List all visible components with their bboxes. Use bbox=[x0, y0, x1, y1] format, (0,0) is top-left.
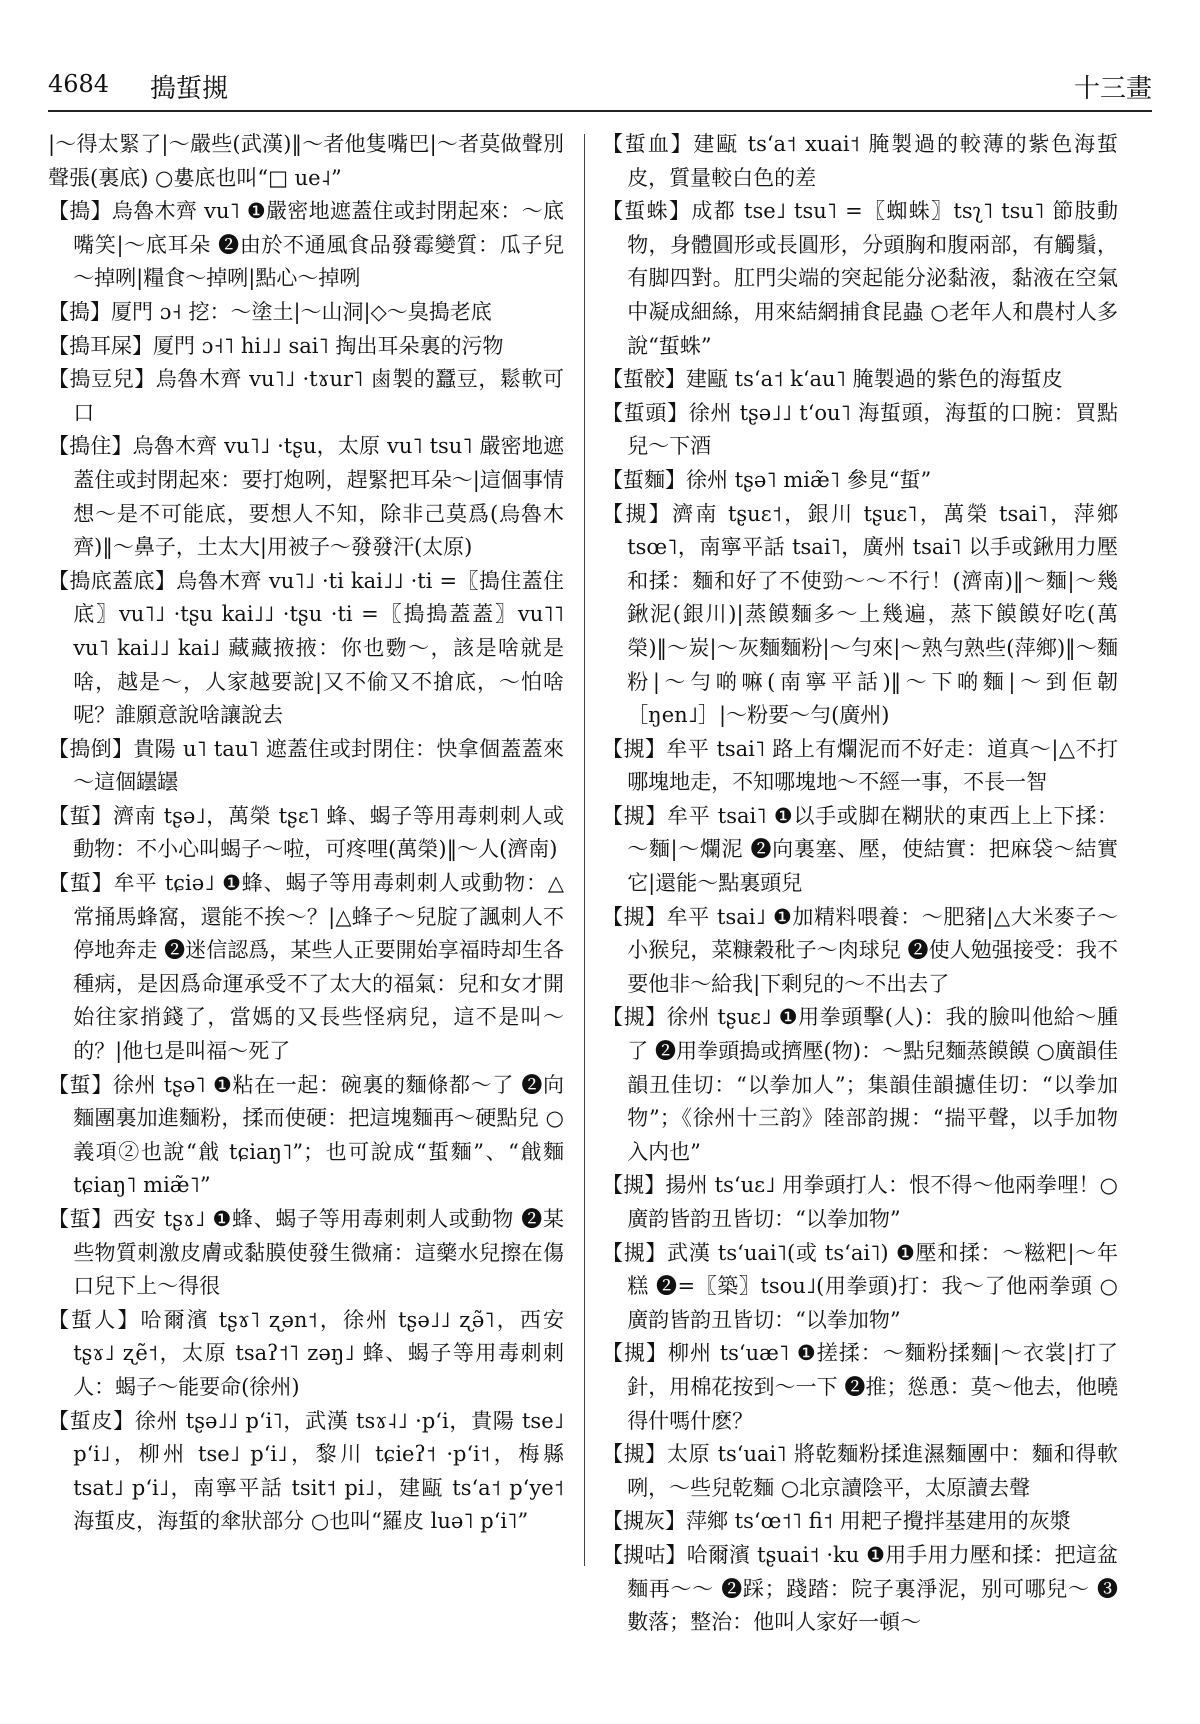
running-title: 搗蜇摫 bbox=[150, 74, 229, 104]
dictionary-entry: 【蜇】牟平 tɕiə˩ ❶蜂、蝎子等用毒刺刺人或動物：△常捅馬蜂窩，還能不挨～？|△蜂子～兒腚了諷刺人不停地奔走 ❷迷信認爲，某些人正要開始享福時却生各種病，是因爲命運承受不了太大的福氣：兒和女才開始往家捎錢了，當媽的又長些怪病兒，這不是叫～的？|他乜是叫福～死了 bbox=[48, 871, 564, 1064]
dictionary-entry: 【蜇頭】徐州 tʂə˩˩ tʻou˥ 海蜇頭，海蜇的口腕：買點兒～下酒 bbox=[602, 400, 1118, 459]
dictionary-entry: 【摫灰】萍鄉 tsʻœ˦˥ fi˦ 用耙子攪拌基建用的灰漿 bbox=[602, 1509, 1071, 1534]
dictionary-entry: 【搗豆兒】烏魯木齊 vu˥˩ ·tɤur˥ 鹵製的蠶豆，鬆軟可口 bbox=[48, 367, 564, 425]
dictionary-entry: 【摫】徐州 tʂuɛ˩ ❶用拳頭擊(人)：我的臉叫他給～腫了 ❷用拳頭搗或擠壓(物)：～點兒麵蒸饃饃 ○廣韻佳韻丑佳切：“以拳加人”；集韻佳韻攄佳切：“以拳加物”；《徐州十三韵》陸部韵摫：“揣平聲，以手加物入内也” bbox=[602, 1005, 1118, 1164]
dictionary-entry: 【蜇】西安 tʂɤ˩ ❶蜂、蝎子等用毒刺刺人或動物 ❷某些物質刺激皮膚或黏膜使發生微痛：這藥水兒擦在傷口兒下上～得很 bbox=[48, 1207, 564, 1299]
dictionary-entry: 【搗】厦門 ɔ˧ 挖：～塗土|～山洞|◇～臭搗老底 bbox=[48, 299, 492, 324]
dictionary-entry: 【蜇】濟南 tʂə˩，萬榮 tʂɛ˥ 蜂、蝎子等用毒刺刺人或動物：不小心叫蝎子～啦，可疼哩(萬榮)‖～人(濟南) bbox=[48, 803, 564, 862]
dictionary-entry: 【蜇皮】徐州 tʂə˩˩ pʻi˥，武漢 tsɤ˨˩ ·pʻi，貴陽 tse˩ pʻi˩，柳州 tse˩ pʻi˩，黎川 tɕieʔ˦ ·pʻi˦，梅縣 tsat˩ pʻi˩，南寧平話 tsit˦ pi˩，建甌 tsʻa˦ pʻye˦ 海蜇皮，海蜇的傘狀部分 ○也叫“羅皮 luə˥ pʻi˥” bbox=[48, 1408, 564, 1534]
dictionary-entry: 【摫】太原 tsʻuai˥ 將乾麵粉揉進濕麵團中：麵和得軟咧，～些兒乾麵 ○北京讀陰平，太原讀去聲 bbox=[602, 1442, 1118, 1500]
dictionary-entry: 【摫】濟南 tʂuɛ˦，銀川 tʂuɛ˥，萬榮 tsai˥，萍鄉 tsœ˥，南寧平話 tsai˥，廣州 tsai˥ 以手或鍬用力壓和揉：麵和好了不使勁～～不行！(濟南)‖～麵|～幾鍬泥(銀川)|蒸饃麵多～上幾遍，蒸下饃饃好吃(萬榮)‖～炭|～灰麵麵粉|～勻來|～熟勻熟些(萍鄉)‖～麵粉|～勻啲嘛(南寧平話)‖～下啲麵|～到佢韌［ŋen˩］|～粉要～勻(廣州) bbox=[602, 501, 1118, 728]
dictionary-entry: 【摫】揚州 tsʻuɛ˩ 用拳頭打人：恨不得～他兩拳哩！○廣韵皆韵丑皆切：“以拳加物” bbox=[602, 1173, 1118, 1231]
dictionary-entry: 【摫咕】哈爾濱 tʂuai˦ ·ku ❶用手用力壓和揉：把這盆麵再～～ ❷踩；踐踏：院子裏淨泥，别可哪兒～ ❸數落；整治：他叫人家好一頓～ bbox=[602, 1542, 1118, 1635]
dictionary-entry: 【蜇】徐州 tʂə˥ ❶粘在一起：碗裏的麵條都～了 ❷向麵團裏加進麵粉，揉而使硬：把這塊麵再～硬點兒 ○義項②也說“戧 tɕiaŋ˥”；也可說成“蜇麵”、“戧麵 tɕiaŋ˥ miæ̃˥” bbox=[48, 1072, 564, 1198]
dictionary-entry: 【蜇麵】徐州 tʂə˥ miæ̃˥ 參見“蜇” bbox=[602, 467, 932, 492]
dictionary-entry: 【搗耳屎】厦門 ɔ˧˥ hi˩˩ sai˥ 掏出耳朵裏的污物 bbox=[48, 333, 504, 358]
dictionary-entry: 【蜇骹】建甌 tsʻa˦ kʻau˥ 腌製過的紫色的海蜇皮 bbox=[602, 367, 1063, 392]
entry-continuation: |～得太緊了|～嚴些(武漢)‖～者他隻嘴巴|～者莫做聲別聲張(裏底) ○婁底也叫“□ ue˨” bbox=[48, 132, 564, 190]
dictionary-entry: 【蜇蛛】成都 tse˩ tsu˥ =〖蜘蛛〗tsʅ˥ tsu˥ 節肢動物，身體圓形或長圓形，分頭胸和腹兩部，有觸鬚，有脚四對。肛門尖端的突起能分泌黏液，黏液在空氣中凝成細絲，用來結網捕食昆蟲 ○老年人和農村人多說“蜇蛛” bbox=[602, 199, 1118, 358]
left-column bbox=[48, 128, 564, 1539]
dictionary-entry: 【蜇人】哈爾濱 tʂɤ˥ ʐən˦，徐州 tʂə˩˩ ʐə̃˥，西安 tʂɤ˩ ʐẽ˦，太原 tsaʔ˦˥ zəŋ˩ 蜂、蝎子等用毒刺刺人：蝎子～能要命(徐州) bbox=[48, 1307, 564, 1399]
page-header bbox=[48, 64, 1152, 112]
dictionary-entry: 【摫】牟平 tsai˩ ❶加精料喂養：～肥豬|△大米麥子～小猴兒，菜糠穀秕子～肉球兒 ❷使人勉强接受：我不要他非～給我|下剩兒的～不出去了 bbox=[602, 904, 1118, 996]
dictionary-entry: 【摫】牟平 tsai˥ ❶以手或脚在糊狀的東西上上下揉：～麵|～爛泥 ❷向裏塞、壓，使結實：把麻袋～結實它|還能～點裏頭兒 bbox=[602, 803, 1118, 896]
dictionary-entry: 【搗】烏魯木齊 vu˥ ❶嚴密地遮蓋住或封閉起來：～底嘴笑|～底耳朵 ❷由於不通風食品發霉變質：瓜子兒～掉咧|糧食～掉咧|點心～掉咧 bbox=[48, 199, 564, 291]
dictionary-entry: 【摫】武漢 tsʻuai˥(或 tsʻai˥) ❶壓和揉：～糍粑|～年糕 ❷=〖築〗tsou˩(用拳頭)打：我～了他兩拳頭 ○廣韵皆韵丑皆切：“以拳加物” bbox=[602, 1240, 1118, 1332]
right-column bbox=[602, 128, 1118, 1640]
column-divider bbox=[584, 134, 585, 1566]
dictionary-entry: 【搗住】烏魯木齊 vu˥˩ ·tʂu，太原 vu˥ tsu˥ 嚴密地遮蓋住或封閉起來：要打炮咧，趕緊把耳朵～|這個事情想～是不可能底，要想人不知，除非己莫爲(烏魯木齊)‖～鼻子，土太大|用被子～發發汗(太原) bbox=[48, 434, 564, 560]
dictionary-entry: 【摫】牟平 tsai˥ 路上有爛泥而不好走：道真～|△不打哪塊地走，不知哪塊地～不經一事，不長一智 bbox=[602, 736, 1118, 795]
section-label: 十三畫 bbox=[1073, 74, 1152, 104]
page-number: 4684 bbox=[48, 70, 110, 98]
dictionary-entry: 【蜇血】建甌 tsʻa˦ xuai˦ 腌製過的較薄的紫色海蜇皮，質量較白色的差 bbox=[602, 132, 1118, 190]
dictionary-entry: 【搗底蓋底】烏魯木齊 vu˥˩ ·ti kai˩˩ ·ti =〖搗住蓋住底〗vu˥˩ ·tʂu kai˩˩ ·tʂu ·ti =〖搗搗蓋蓋〗vu˥˥ vu˥ kai˩˩ kai˩ 藏藏掖掖：你也覅～，該是啥就是啥，越是～，人家越要說|又不偷又不搶底，～怕啥呢？誰願意說啥讓說去 bbox=[48, 568, 564, 728]
dictionary-entry: 【搗倒】貴陽 u˥ tau˥ 遮蓋住或封閉住：快拿個蓋蓋來～這個罎罎 bbox=[48, 736, 564, 795]
dictionary-entry: 【摫】柳州 tsʻuæ˥ ❶搓揉：～麵粉揉麵|～衣裳|打了針，用棉花按到～一下 ❷推；慫恿：莫～他去，他曉得什嗎什麽？ bbox=[602, 1341, 1118, 1433]
